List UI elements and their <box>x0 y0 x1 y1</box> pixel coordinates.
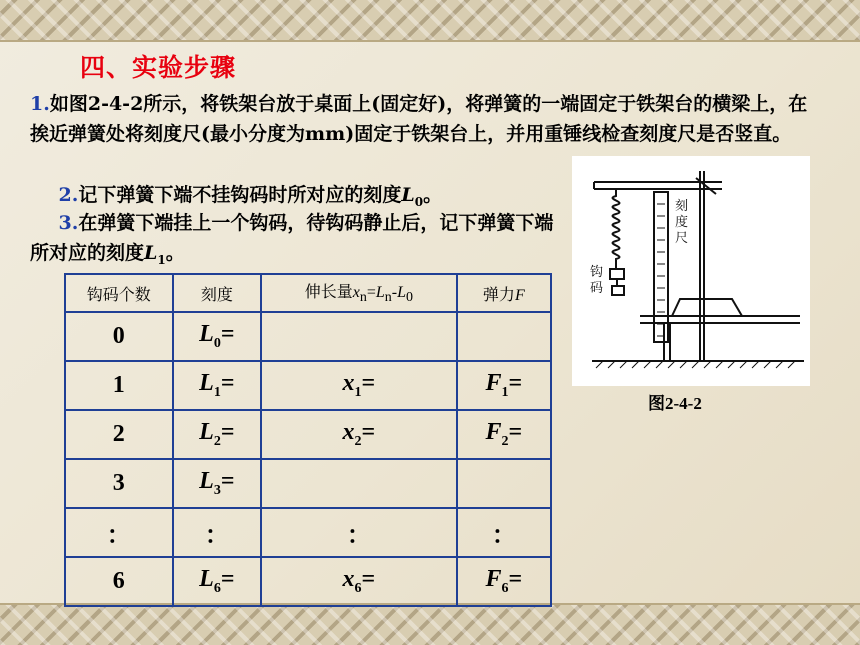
weight-2 <box>612 286 624 295</box>
cell-scale-eq: = <box>220 468 235 495</box>
cell-count: 3 <box>65 459 173 508</box>
header-ext-L2sub: 0 <box>406 290 413 306</box>
header-ext-xsub: n <box>359 290 367 306</box>
step-3-var: L <box>144 242 158 264</box>
cell-extension-empty <box>261 312 457 361</box>
cell-scale-sub: 1 <box>213 384 221 400</box>
cell-scale-var: L <box>199 468 214 495</box>
cell-force-sub: 2 <box>501 433 509 449</box>
cell-count: 0 <box>65 312 173 361</box>
header-ext-L1: L <box>375 284 385 302</box>
cell-scale-eq: = <box>220 419 235 446</box>
cell-scale-sub: 0 <box>213 335 221 351</box>
header-count: 钩码个数 <box>65 274 173 312</box>
cell-force <box>457 557 551 606</box>
ruler-label-3: 尺 <box>675 230 689 245</box>
header-ext-x: x <box>352 284 360 302</box>
cell-scale <box>173 410 261 459</box>
cell-scale-sub: 2 <box>213 433 221 449</box>
cell-ext-eq: = <box>361 370 376 397</box>
header-force <box>457 274 551 312</box>
cell-force <box>457 361 551 410</box>
cell-force-eq: = <box>508 419 523 446</box>
cell-scale <box>173 361 261 410</box>
table-row <box>65 312 551 361</box>
figure-caption: 图2-4-2 <box>648 394 702 413</box>
cell-scale <box>173 557 261 606</box>
cell-force-var: F <box>485 419 502 446</box>
cell-force-sub: 6 <box>501 580 509 596</box>
cell-extension <box>261 557 457 606</box>
cell-force-empty <box>457 312 551 361</box>
header-ext-L2: L <box>397 284 406 302</box>
step-3-end: 。 <box>165 242 185 264</box>
ruler-label-1: 刻 <box>675 198 689 213</box>
cell-ext-sub: 1 <box>354 384 362 400</box>
cell-extension-empty <box>261 459 457 508</box>
step-1-text-a: 如图 <box>49 93 88 115</box>
weight-label-1: 钩 <box>590 264 604 279</box>
cell-scale <box>173 312 261 361</box>
cell-scale <box>173 459 261 508</box>
decorative-bottom-border <box>0 603 860 645</box>
spring <box>613 189 620 266</box>
cell-scale-eq: = <box>220 566 235 593</box>
decorative-top-border <box>0 0 860 42</box>
cell-force-empty <box>457 459 551 508</box>
header-force-var: F <box>514 286 525 304</box>
data-table <box>64 273 552 607</box>
header-extension <box>261 274 457 312</box>
step-2-end: 。 <box>423 184 443 206</box>
cell-scale-var: L <box>199 566 214 593</box>
table-row <box>65 508 551 557</box>
cell-force: ： <box>457 508 551 557</box>
step-2-number: 2. <box>58 184 79 206</box>
cell-ext-var: x <box>342 370 355 397</box>
header-ext-L1sub: n <box>384 290 392 306</box>
cell-scale-var: L <box>199 370 214 397</box>
cell-scale-sub: 6 <box>213 580 221 596</box>
cell-count: 2 <box>65 410 173 459</box>
weight-1 <box>610 269 624 279</box>
header-scale: 刻度 <box>173 274 261 312</box>
cell-scale-var: L <box>199 419 214 446</box>
ruler-label-2: 度 <box>675 214 689 229</box>
cell-scale-eq: = <box>220 370 235 397</box>
step-3-paragraph <box>30 208 555 275</box>
apparatus-figure <box>572 156 810 386</box>
header-extension-label: 伸长量 <box>304 284 353 302</box>
table-row <box>65 361 551 410</box>
step-3-text: 在弹簧下端挂上一个钩码，待钩码静止后，记下弹簧下端所对应的刻度 <box>30 212 554 264</box>
cell-count: 6 <box>65 557 173 606</box>
cell-force-sub: 1 <box>501 384 509 400</box>
cell-ext-var: x <box>342 566 355 593</box>
cell-scale-eq: = <box>220 321 235 348</box>
cell-extension <box>261 361 457 410</box>
cell-scale-var: L <box>199 321 214 348</box>
cell-count: ： <box>65 508 173 557</box>
header-ext-minus: - <box>391 284 398 302</box>
cell-ext-var: x <box>342 419 355 446</box>
table-row <box>65 459 551 508</box>
cell-count: 1 <box>65 361 173 410</box>
section-heading: 四、实验步骤 <box>80 53 237 82</box>
apparatus-diagram <box>572 156 810 386</box>
cell-force-eq: = <box>508 566 523 593</box>
step-1-paragraph <box>30 89 820 149</box>
header-force-label: 弹力 <box>482 286 515 304</box>
ruler <box>654 192 668 342</box>
floor-hatch <box>596 361 795 368</box>
cell-ext-sub: 2 <box>354 433 362 449</box>
cell-ext-sub: 6 <box>354 580 362 596</box>
step-1-number: 1. <box>30 93 50 115</box>
step-2-sub: 0 <box>414 194 424 209</box>
step-1-figure-ref: 2-4-2 <box>87 93 144 115</box>
table-row <box>65 557 551 606</box>
step-3-number: 3. <box>58 212 79 234</box>
cell-force-var: F <box>485 566 502 593</box>
cell-scale: ： <box>173 508 261 557</box>
step-2-var: L <box>401 184 415 206</box>
step-3-sub: 1 <box>157 252 166 267</box>
cell-extension <box>261 410 457 459</box>
cell-force <box>457 410 551 459</box>
cell-ext-eq: = <box>361 566 376 593</box>
cell-force-var: F <box>485 370 502 397</box>
weight-label-2: 码 <box>590 280 604 295</box>
header-ext-eq: = <box>366 284 376 302</box>
table-header-row <box>65 274 551 312</box>
step-1-text-b: 所示，将铁架台放于桌面上(固定好)，将弹簧的一端固定于铁架台的横梁上，在挨近弹簧处将刻度尺(最小分度为mm)固定于铁架台上，并用重锤线检查刻度尺是否竖直。 <box>30 93 808 145</box>
cell-force-eq: = <box>508 370 523 397</box>
table-row <box>65 410 551 459</box>
step-2-text: 记下弹簧下端不挂钩码时所对应的刻度 <box>78 184 402 206</box>
cell-extension: ： <box>261 508 457 557</box>
base-block <box>672 299 742 316</box>
cell-ext-eq: = <box>361 419 376 446</box>
cell-scale-sub: 3 <box>213 482 221 498</box>
